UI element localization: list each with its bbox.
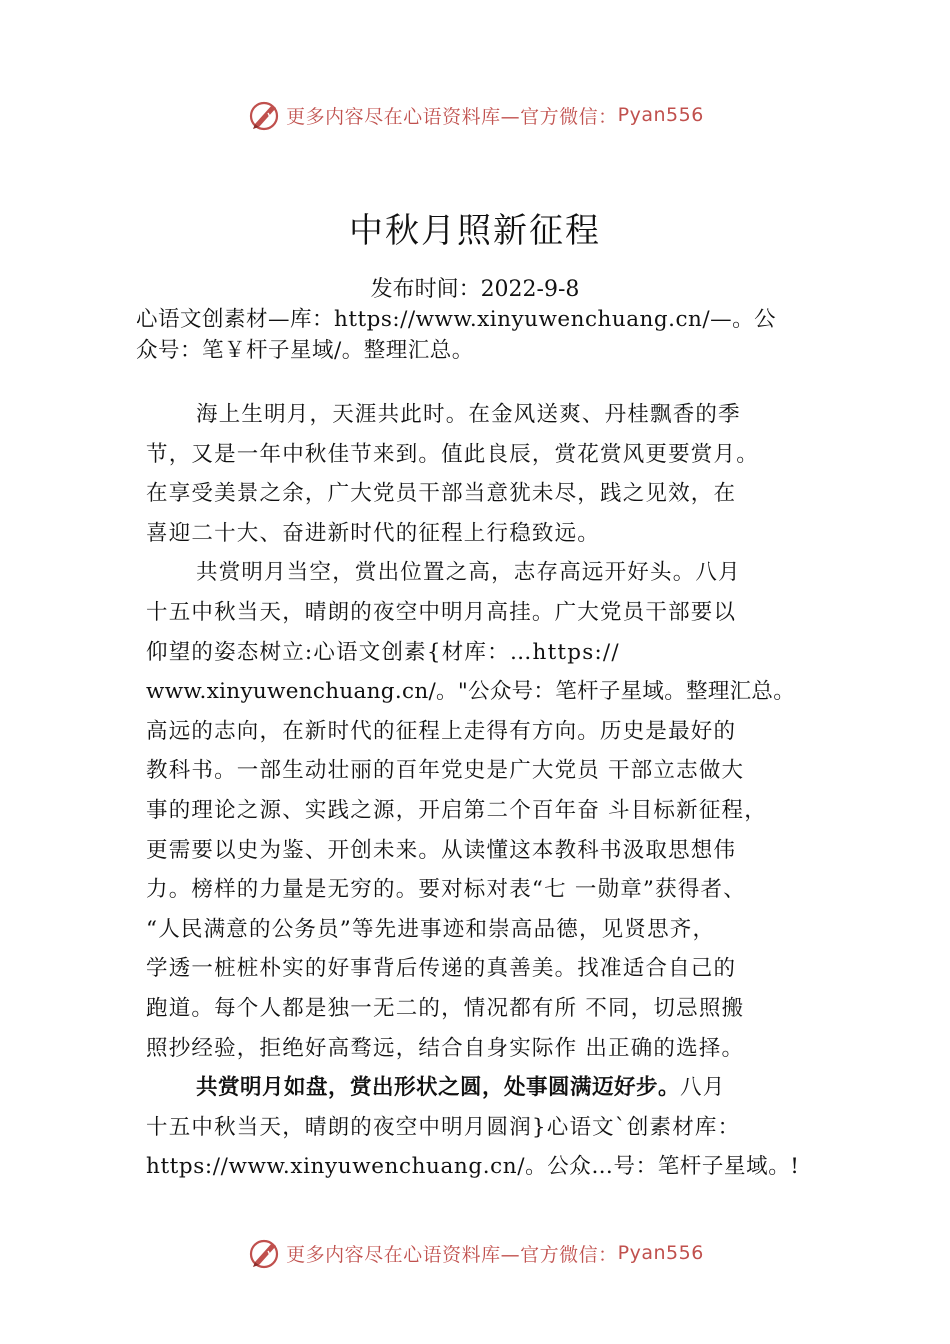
text-line: 跑道。每个人都是独一无二的，情况都有所 不同，切忌照搬 [146,995,745,1021]
text-line: 十五中秋当天，晴朗的夜空中明月圆润}心语文`创素材库： [146,1114,741,1140]
banner-wechat-id: Pyan556 [617,104,704,126]
source-note [136,304,836,366]
text-line [146,1068,861,1108]
bold-heading: 共赏明月如盘，赏出形状之圆，处事圆满迈好步。 [196,1075,681,1101]
text-line: 高远的志向，在新时代的征程上走得有方向。历史是最好的 [146,718,737,744]
text-line: www.xinyuwenchuang.cn/。"公众号：笔杆子星域。整理汇总。 [146,679,796,705]
text-line: 教科书。一部生动壮丽的百年党史是广大党员 干部立志做大 [146,758,745,784]
text-line: 海上生明月，天涯共此时。在金风送爽、丹桂飘香的季 [196,402,741,427]
banner-text: 更多内容尽在心语资料库—官方微信： [286,105,618,128]
source-line: 众号：笔￥杆子星域/。整理汇总。 [136,338,474,363]
text-line: 学透一桩桩朴实的好事背后传递的真善美。找准适合自己的 [146,956,737,982]
text-fragment: 八月 [680,1075,726,1101]
text-line: 在享受美景之余，广大党员干部当意犹未尽，践之见效，在 [146,481,737,507]
header-banner [0,95,950,135]
text-line: 事的理论之源、实践之源，开启第二个百年奋 斗目标新征程， [146,797,767,823]
text-line: 力。榜样的力量是无穷的。要对标对表“七 一勋章”获得者、 [146,877,746,903]
text-line: 十五中秋当天，晴朗的夜空中明月高挂。广大党员干部要以 [146,599,737,625]
text-line: 照抄经验，拒绝好高骛远，结合自身实际作 出正确的选择。 [146,1035,745,1061]
text-line: “人民满意的公务员”等先进事迹和崇高品德，见贤思齐， [146,916,716,942]
pen-logo-icon [246,1235,282,1271]
pen-logo-icon [246,97,282,133]
source-line: 心语文创素材—库：https://www.xinyuwenchuang.cn/—。公 [136,307,777,332]
publish-date: 发布时间：2022-9-8 [370,277,580,302]
text-line: 喜迎二十大、奋进新时代的征程上行稳致远。 [146,520,601,546]
banner-wechat-id: Pyan556 [617,1242,704,1264]
text-line: 节，又是一年中秋佳节来到。值此良辰，赏花赏风更要赏月。 [146,441,759,467]
banner-text: 更多内容尽在心语资料库—官方微信： [286,1243,618,1266]
text-line: 共赏明月当空，赏出位置之高，志存高远开好头。八月 [196,560,741,586]
text-line: 仰望的姿态树立:心语文创素{材库：…https:// [146,639,620,665]
footer-banner [0,1233,950,1273]
text-line: https://www.xinyuwenchuang.cn/。公众…号：笔杆子星域。! [146,1154,800,1180]
document-title: 中秋月照新征程 [349,211,601,251]
article-body [146,395,861,1187]
text-line: 更需要以史为鉴、开创未来。从读懂这本教科书汲取思想伟 [146,837,737,863]
